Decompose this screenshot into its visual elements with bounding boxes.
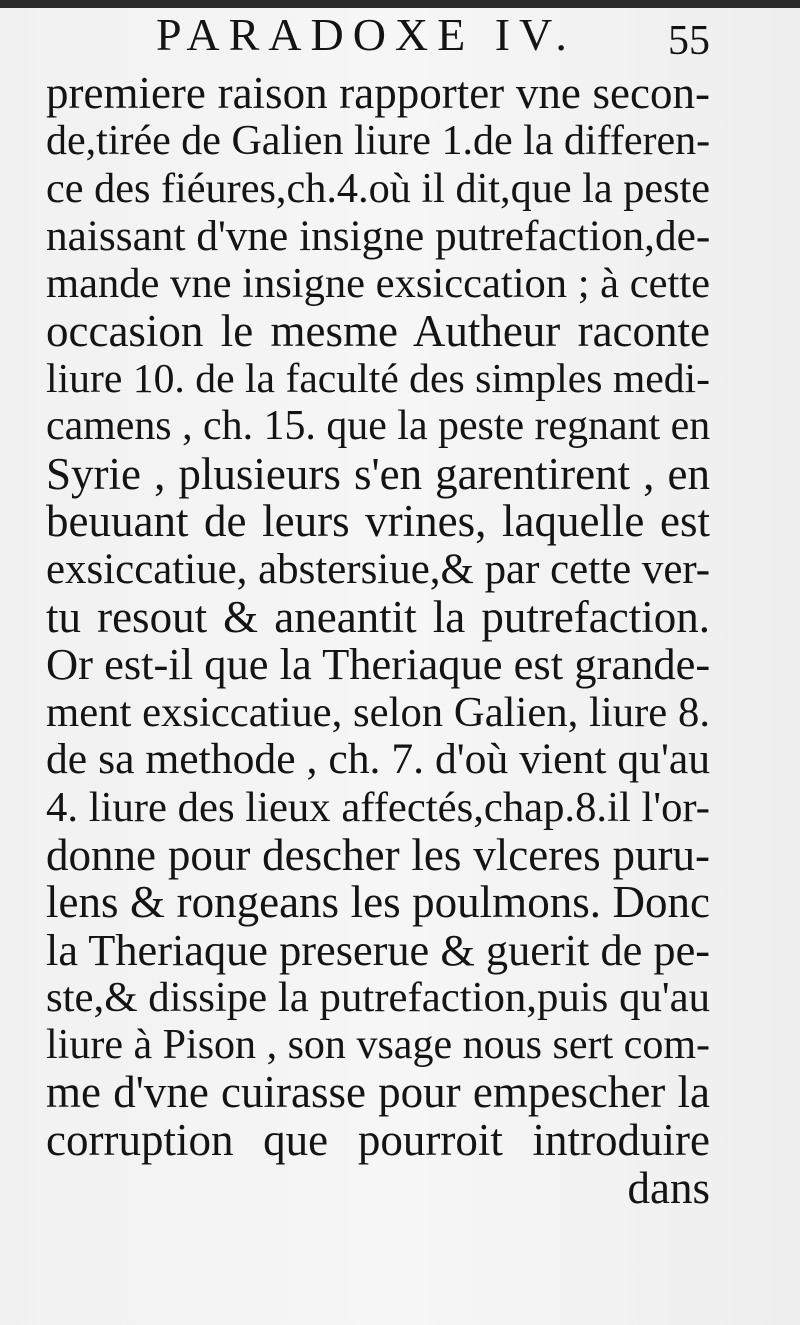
text-line: mande vne insigne exsiccation ; à cette [46, 260, 710, 308]
body-text [46, 70, 710, 1212]
text-line: camens , ch. 15. que la peste regnant en [46, 403, 711, 450]
running-head [0, 6, 800, 68]
text-line: liure à Pison , son vsage nous sert com- [46, 1021, 710, 1068]
text-line: de,tirée de Galien liure 1.de la differen- [46, 117, 711, 164]
text-line: de sa methode , ch. 7. d'où vient qu'au [46, 735, 710, 784]
text-line: me d'vne cuirasse pour empescher la [46, 1067, 710, 1118]
text-line: liure 10. de la faculté des simples medi- [46, 355, 710, 402]
text-line: naissant d'vne insigne putrefaction,de- [46, 211, 711, 260]
text-line: Or est-il que la Theriaque est grande- [46, 639, 711, 690]
running-title: PARADOXE IV. [156, 9, 576, 60]
text-line: tu resout & aneantit la putrefaction. [46, 591, 710, 642]
text-line: beuuant de leurs vrines, laquelle est [46, 496, 710, 547]
text-line: premiere raison rapporter vne secon- [46, 68, 710, 118]
text-line: ste,& dissipe la putrefaction,puis qu'au [46, 974, 710, 1022]
text-line: 4. liure des lieux affectés,chap.8.il l'or- [46, 783, 710, 831]
text-line: corruption que pourroit introduire [46, 1115, 710, 1166]
text-line: occasion le mesme Autheur raconte [46, 305, 710, 356]
text-line: Syrie , plusieurs s'en garentirent , en [46, 448, 710, 499]
text-line: exsiccatiue, abstersiue,& par cette ver- [46, 545, 711, 593]
text-line: la Theriaque preserue & guerit de pe- [46, 924, 710, 975]
page-number: 55 [668, 18, 710, 64]
catchword: dans [627, 1162, 710, 1213]
text-line: lens & rongeans les poulmons. Donc [46, 877, 710, 928]
text-line: donne pour descher les vlceres puru- [46, 829, 710, 880]
text-line: ment exsiccatiue, selon Galien, liure 8. [46, 688, 710, 736]
text-line: ce des fiéures,ch.4.où il dit,que la peste [46, 165, 711, 213]
